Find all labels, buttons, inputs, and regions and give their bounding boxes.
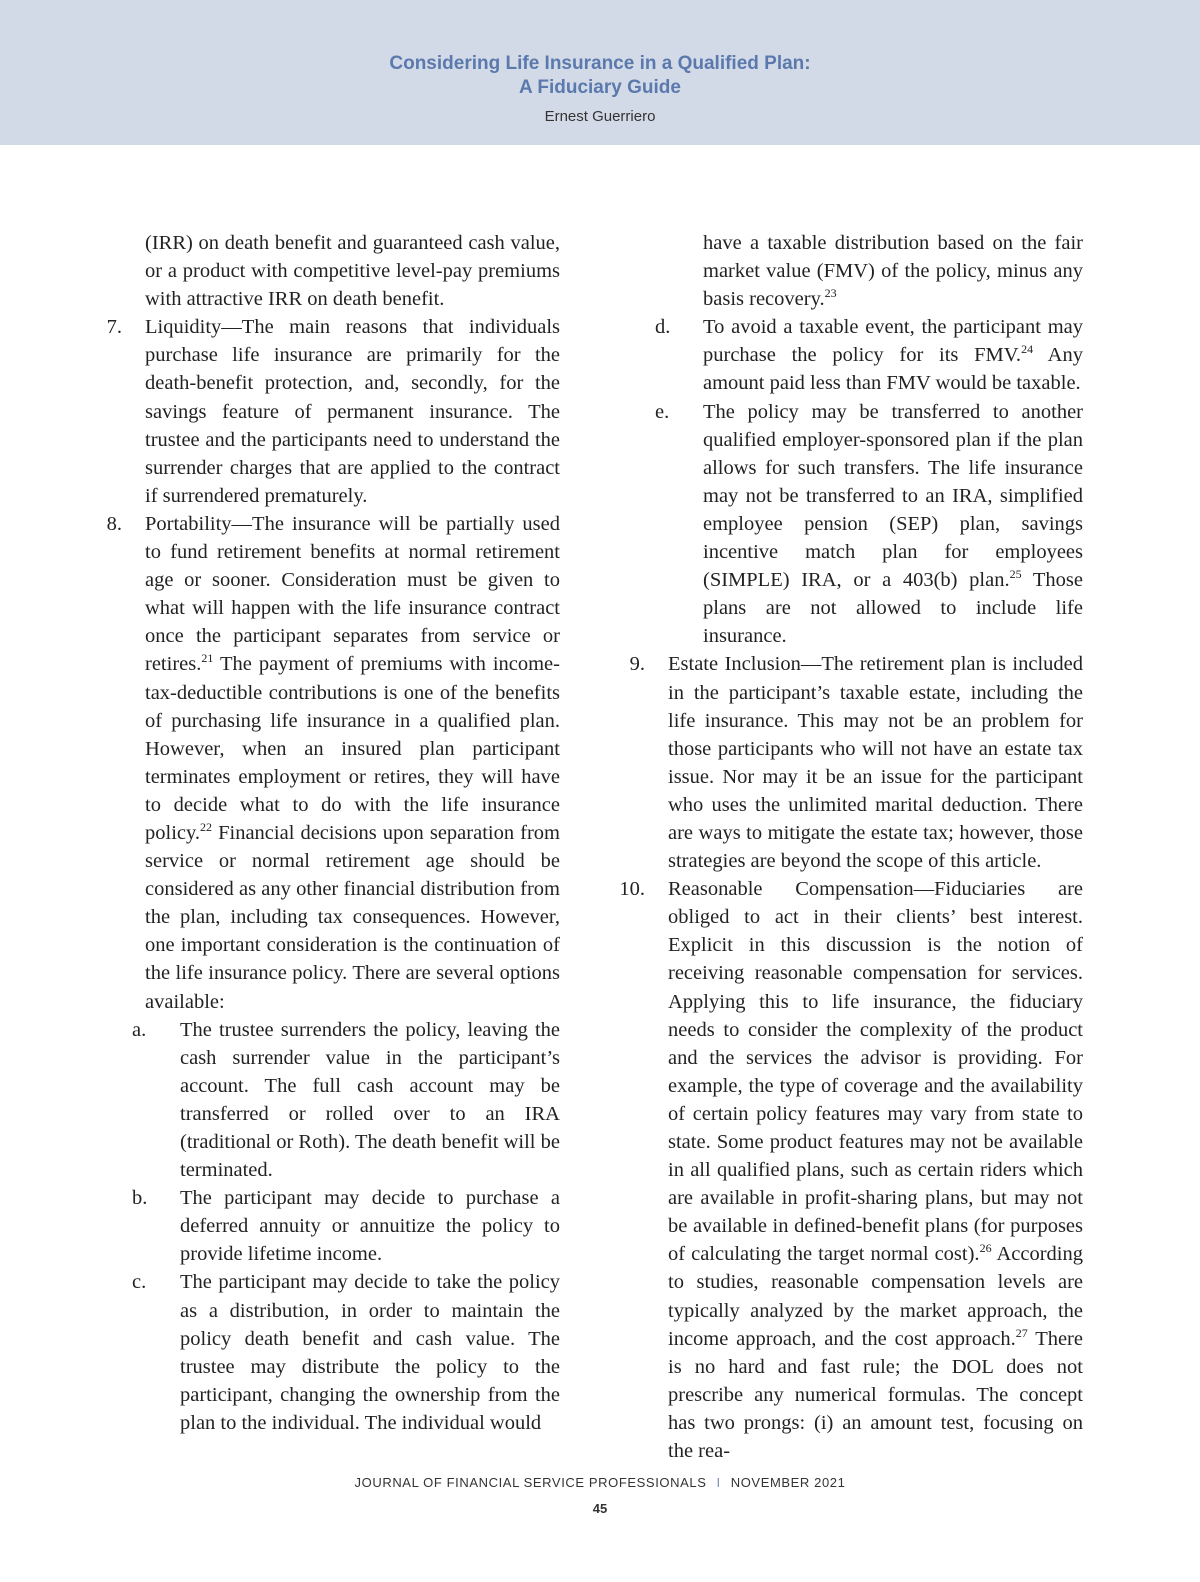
sub-item-letter: a. (132, 1018, 147, 1041)
page-footer (0, 1475, 1200, 1490)
sub-item-letter: c. (132, 1271, 147, 1294)
sub-item-text: The participant may decide to purchase a deferred annuity or annuitize the policy to provide lifetime income. (180, 1187, 560, 1266)
right-continuation-paragraph (623, 229, 1083, 313)
footnote-ref-27: 27 (1015, 1325, 1028, 1340)
list-item-8 (100, 510, 560, 1016)
footnote-ref-26: 26 (979, 1241, 992, 1256)
list-item-9 (623, 650, 1083, 875)
list-number: 9. (629, 653, 645, 676)
sub-item-e (623, 398, 1083, 651)
sub-item-letter: e. (655, 400, 670, 423)
list-number: 10. (619, 878, 645, 901)
footnote-ref-23: 23 (824, 286, 837, 301)
sub-item-text: To avoid a taxable event, the participant may purchase the policy for its FMV. (703, 316, 1083, 367)
sub-item-letter: b. (132, 1187, 148, 1210)
left-column (100, 229, 560, 1437)
footnote-ref-25: 25 (1009, 567, 1022, 582)
sub-item-text: Those plans are not allowed to include life insurance. (703, 569, 1083, 648)
sub-item-a (100, 1016, 560, 1185)
list-item-text: Estate Inclusion—The retirement plan is included in the participant’s taxable estate, including the life insurance. This may not be an problem for those participants who will not have an estate tax issue. Nor may it be an issue for the participant who uses the unlimited marital deduction. There are ways to mitigate the estate tax; however, those strategies are beyond the scope of this article. (668, 653, 1083, 873)
list-item-text: According to studies, reasonable compensation levels are typically analyzed by the market approach, the income approach, and the cost approach. (668, 1243, 1083, 1350)
journal-name: JOURNAL OF FINANCIAL SERVICE PROFESSIONALS (354, 1475, 707, 1490)
article-title (0, 52, 1200, 100)
list-item-text: Financial decisions upon separation from service or normal retirement age should be considered as any other financial distribution from the plan, including tax consequences. However, one important consideration is the continuation of the life insurance policy. There are several options available: (145, 821, 560, 1013)
list-item-7 (100, 313, 560, 510)
sub-item-text: The policy may be transferred to another qualified employer-sponsored plan if the plan allows for such transfers. The life insurance may not be transferred to an IRA, simplified employee pension (SEP) plan, savings incentive match plan for employees (SIMPLE) IRA, or a 403(b) plan. (703, 400, 1083, 592)
list-item-text: There is no hard and fast rule; the DOL does not prescribe any numerical formulas. The concept has two prongs: (i) an amount test, focusing on the rea- (668, 1327, 1083, 1463)
article-title-line2: A Fiduciary Guide (519, 77, 681, 98)
footnote-ref-24: 24 (1021, 342, 1034, 357)
right-column (619, 229, 1083, 1465)
article-title-line1: Considering Life Insurance in a Qualified Plan: (389, 53, 811, 74)
list-number: 8. (106, 512, 122, 535)
list-item-text: Reasonable Compensation—Fiduciaries are obliged to act in their clients’ best interest. Explicit in this discussion is the notion of receiving reasonable compensation for services. Applying this to life insurance, the fiduciary needs to consider the complexity of the product and the services the advisor is providing. For example, the type of coverage and the availability of certain policy features may vary from state to state. Some product features may not be available in all qualified plans, such as certain riders which are available in profit-sharing plans, but may not be available in defined-benefit plans (for purposes of calculating the target normal cost). (668, 878, 1083, 1266)
list-number: 7. (106, 316, 122, 339)
footnote-ref-22: 22 (200, 819, 213, 834)
sub-item-text: The trustee surrenders the policy, leaving the cash surrender value in the participant’s account. The full cash account may be transferred or rolled over to an IRA (traditional or Roth). The death benefit will be terminated. (180, 1018, 560, 1182)
left-continuation-paragraph: (IRR) on death benefit and guaranteed cash value, or a product with competitive level-pay premiums with attractive IRR on death benefit. (145, 232, 560, 311)
list-item-text: Liquidity—The main reasons that individuals purchase life insurance are primarily for the death-benefit protection, and, secondly, for the savings feature of permanent insurance. The trustee and the participants need to understand the surrender charges that are applied to the contract if surrendered prematurely. (145, 316, 560, 507)
footer-separator: I (716, 1475, 721, 1490)
list-item-text: Portability—The insurance will be partially used to fund retirement benefits at normal retirement age or sooner. Consideration must be given to what will happen with the life insurance contract once the participant separates from service or retires. (145, 512, 560, 676)
footnote-ref-21: 21 (201, 651, 214, 666)
sub-item-letter: d. (655, 316, 671, 339)
list-item-10 (619, 875, 1083, 1465)
list-item-text: The payment of premiums with income-tax-deductible contributions is one of the benefits of purchasing life insurance in a qualified plan. However, when an insured plan participant terminates employment or retires, they will have to decide what to do with the life insurance policy. (145, 653, 560, 844)
page-number: 45 (592, 1501, 608, 1516)
sub-item-text: Any amount paid less than FMV would be taxable. (703, 344, 1083, 395)
page-header (0, 0, 1200, 145)
issue-date: NOVEMBER 2021 (730, 1475, 846, 1490)
sub-item-b (100, 1184, 560, 1268)
article-author: Ernest Guerriero (544, 108, 656, 125)
sub-item-text: The participant may decide to take the policy as a distribution, in order to maintain the policy death benefit and cash value. The trustee may distribute the policy to the participant, changing the ownership from the plan to the individual. The individual would (180, 1271, 560, 1434)
continuation-text: have a taxable distribution based on the fair market value (FMV) of the policy, minus any basis recovery. (703, 232, 1083, 311)
sub-item-c (100, 1268, 560, 1437)
sub-item-d (623, 313, 1083, 397)
